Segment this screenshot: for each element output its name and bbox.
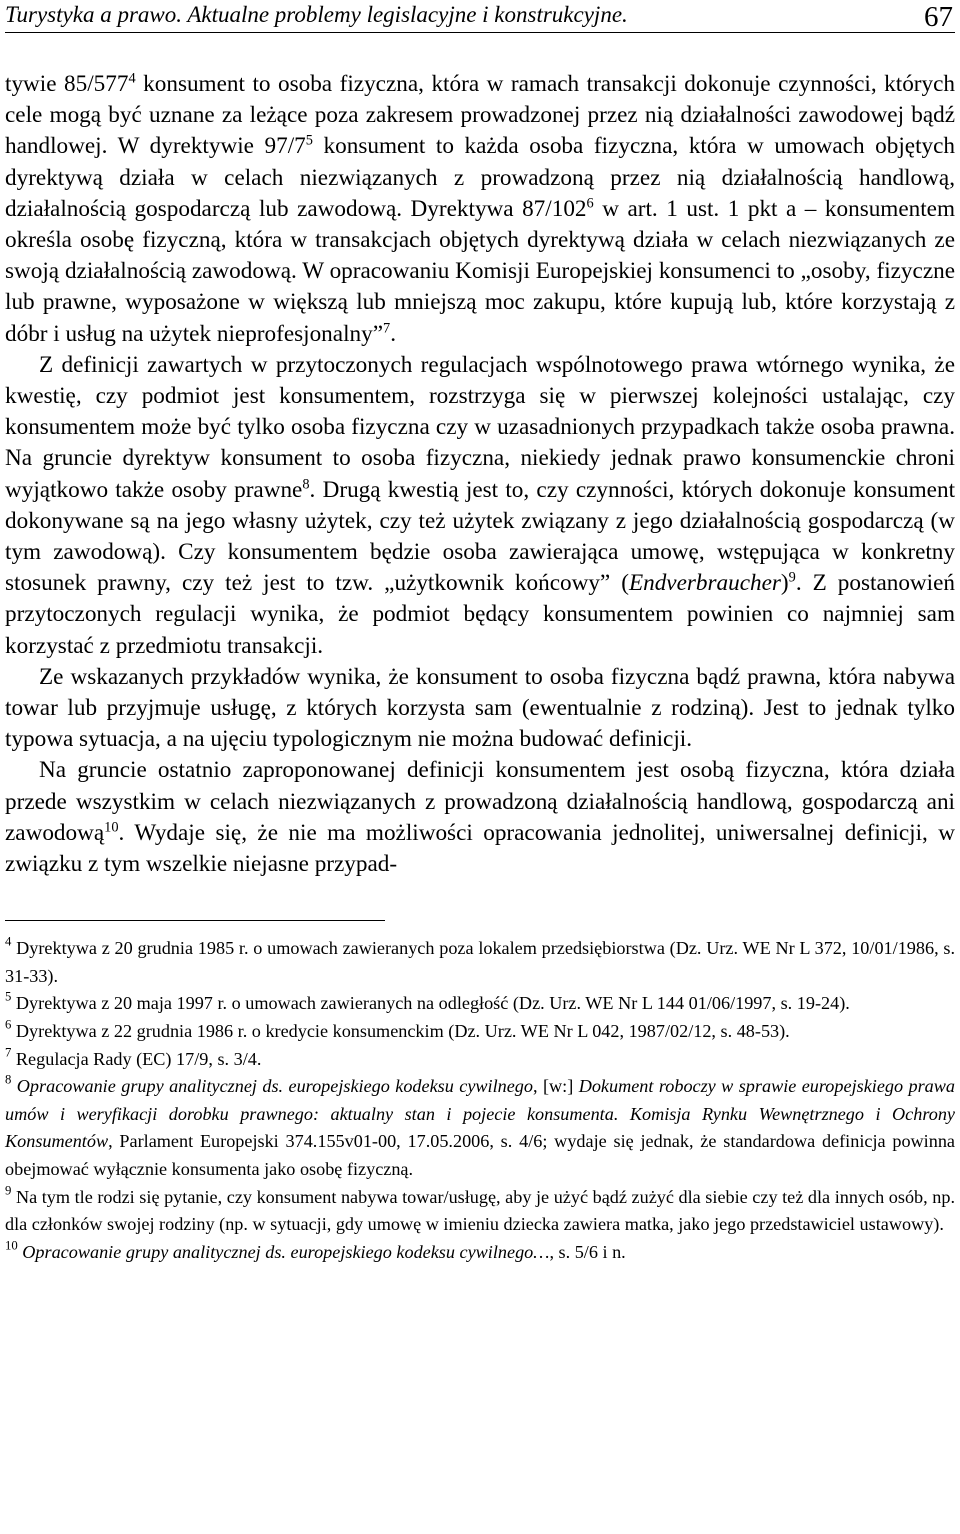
footnote-9	[5, 1184, 955, 1239]
footnote-number: 6	[5, 1017, 12, 1032]
text-run: . Z postanowień przytoczonych regulacji wynika, że podmiot będący konsumentem powinien co najmniej sam korzystać z przedmiotu transakcji.	[5, 570, 955, 659]
text-run: . Drugą kwestią jest to, czy czynności, których dokonuje konsument dokonywane są na jego własny użytek, czy też użytek związany z jego działalnością gospodarczą (w tym zawodową). Czy konsumentem będzie osoba zawierająca umowę, wstępująca w konkretny stosunek prawny, czy też jest to tzw. „użytkownik końcowy” (	[5, 476, 956, 597]
paragraph-1	[5, 69, 955, 350]
footnote-10	[5, 1239, 955, 1267]
document-page	[5, 0, 955, 1266]
footnote-number: 7	[5, 1045, 12, 1060]
text-run: konsument to każda osoba fizyczna, która w umowach objętych dyrektywą działa w celach niezwiązanych z prowadzoną przez nią działalnością handlową, działalnością gospodarczą lub zawodową. Dyrektywa 87/102	[5, 133, 955, 222]
text-run: .	[390, 320, 396, 347]
footnote-number: 8	[5, 1072, 12, 1087]
footnote-text: , [w:]	[533, 1076, 579, 1097]
footnote-number: 10	[5, 1238, 18, 1253]
footnote-text: Dyrektywa z 20 maja 1997 r. o umowach zawieranych na odległość (Dz. Urz. WE Nr L 144 01/06/1997, s. 19-24).	[11, 993, 850, 1014]
footnote-ref-10: 10	[104, 819, 119, 836]
footnote-ref-8: 8	[302, 476, 310, 493]
footnote-8	[5, 1073, 955, 1183]
footnote-ref-5: 5	[305, 132, 313, 149]
footnote-ref-9: 9	[788, 569, 796, 586]
footnote-4	[5, 935, 955, 990]
running-title: Turystyka a prawo. Aktualne problemy legislacyjne i konstrukcyjne.	[5, 2, 628, 27]
footnote-text: Dyrektywa z 22 grudnia 1986 r. o kredycie konsumenckim (Dz. Urz. WE Nr L 042, 1987/02/12, s. 48-53).	[11, 1021, 790, 1042]
footnote-text: , Parlament Europejski 374.155v01-00, 17.05.2006, s. 4/6; wydaje się jednak, że standardowa definicja powinna obejmować wyłącznie konsumenta jako osobę fizyczną.	[5, 1131, 955, 1180]
footnote-italic: Opracowanie grupy analitycznej ds. europejskiego kodeksu cywilnego…	[22, 1241, 550, 1262]
footnote-ref-4: 4	[128, 70, 136, 87]
footnote-text: Na tym tle rodzi się pytanie, czy konsument nabywa towar/usługę, aby je użyć bądź zużyć dla siebie czy też dla innych osób, np. dla członków swojej rodziny (np. w sytuacji, gdy umowę w imieniu dziecka zawiera matka, jako jego przedstawiciel ustawowy).	[5, 1186, 955, 1235]
footnote-6	[5, 1018, 955, 1046]
footnote-italic: Opracowanie grupy analitycznej ds. europejskiego kodeksu cywilnego	[16, 1076, 533, 1097]
footnote-text: , s. 5/6 i n.	[549, 1241, 626, 1262]
text-run: konsument to osoba fizyczna, która w ramach transakcji dokonuje czynności, których cele mogą być uznane za leżące poza zakresem prowadzonej przez nią działalności zawodowej bądź handlowej. W dyrektywie 97/7	[5, 71, 955, 160]
text-run: . Wydaje się, że nie ma możliwości opracowania jednolitej, uniwersalnej definicji, w związku z tym wszelkie niejasne przypad-	[5, 819, 955, 878]
footnote-separator	[5, 920, 385, 921]
text-run: tywie 85/577	[5, 71, 129, 97]
footnote-5	[5, 990, 955, 1018]
footnote-number: 4	[5, 935, 12, 950]
footnote-text: Regulacja Rady (EC) 17/9, s. 3/4.	[11, 1048, 262, 1069]
text-run: w art. 1 ust. 1 pkt a – konsumentem określa osobę fizyczną, która w transakcjach objętych dyrektywą działa w celach niezwiązanych ze swoją działalnością zawodową. W opracowaniu Komisji Europejskiej konsumenci to „osoby, fizyczne lub prawne, wyposażone w większą lub mniejszą moc zakupu, które kupują lub, które korzystają z dóbr i usług na użytek nieprofesjonalny”	[5, 195, 956, 347]
italic-term: Endverbraucher	[628, 570, 781, 597]
running-header	[5, 0, 955, 33]
footnote-ref-6: 6	[586, 195, 594, 212]
footnote-text: Dyrektywa z 20 grudnia 1985 r. o umowach zawieranych poza lokalem przedsiębiorstwa (Dz. Urz. WE Nr L 372, 10/01/1986, s. 31-33).	[5, 938, 955, 986]
text-run: )	[780, 570, 789, 597]
footnotes	[5, 935, 955, 1266]
paragraph-4	[5, 755, 955, 880]
footnote-number: 9	[5, 1183, 12, 1198]
footnote-italic: Dokument roboczy w sprawie europejskiego prawa umów i weryfikacji dorobku prawnego: aktualny stan i pojecie konsumenta. Komisja Rynku Wewnętrznego i Ochrony Konsumentów	[5, 1076, 955, 1152]
footnote-ref-7: 7	[383, 320, 391, 336]
page-number: 67	[924, 1, 953, 33]
footnote-number: 5	[5, 990, 12, 1005]
text-run: Z definicji zawartych w przytoczonych regulacjach wspólnotowego prawa wtórnego wynika, że kwestię, czy podmiot jest konsumentem, rozstrzyga się w pierwszej kolejności ustalając, czy konsumentem może być tylko osoba fizyczna czy w uzasadnionych przypadkach także osoba prawna. Na gruncie dyrektyw konsument to osoba fizyczna, niekiedy jednak prawo konsumenckie chroni wyjątkowo także osoby prawne	[5, 351, 955, 503]
paragraph-3: Ze wskazanych przykładów wynika, że konsument to osoba fizyczna bądź prawna, która nabywa towar lub przyjmuje usługę, z których korzysta sam (ewentualnie z rodziną). Jest to jednak tylko typowa sytuacja, a na ujęciu typologicznym nie można budować definicji.	[5, 663, 955, 753]
paragraph-2	[5, 350, 955, 662]
footnote-7	[5, 1046, 955, 1074]
text-run: Na gruncie ostatnio zaproponowanej definicji konsumentem jest osobą fizyczna, która działa przede wszystkim w celach niezwiązanych z prowadzoną działalnością handlową, gospodarczą ani zawodową	[5, 757, 955, 846]
main-text	[5, 69, 955, 880]
